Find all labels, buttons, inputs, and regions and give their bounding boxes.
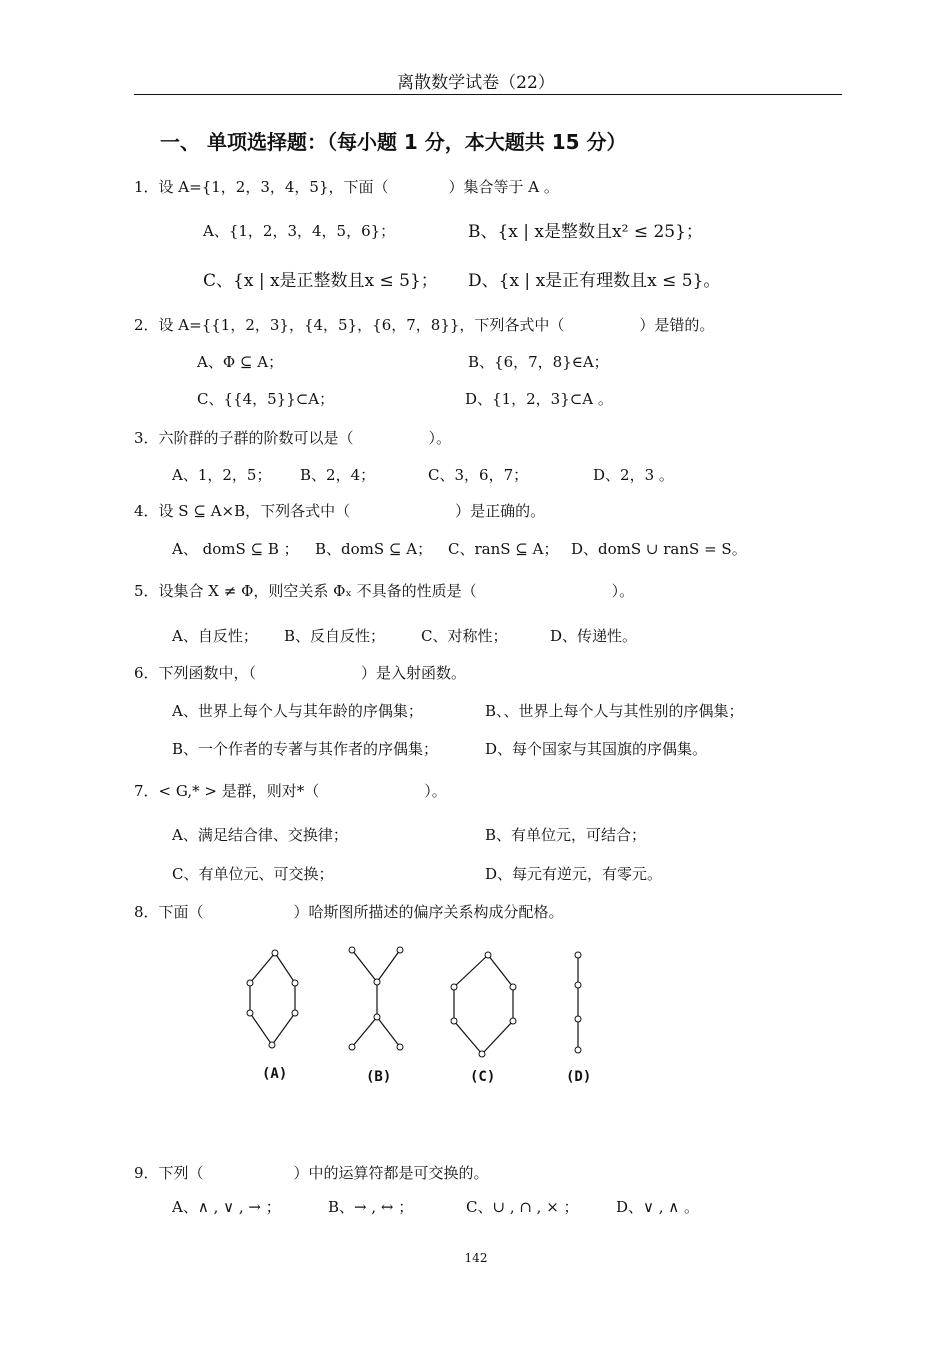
section-title: 一、 单项选择题：（每小题 1 分，本大题共 15 分） [160,130,627,154]
question-9-stem: 9．下列（ ）中的运算符都是可交换的。 [134,1164,489,1182]
question-9-option-a: A、∧ , ∨ , → ； [172,1198,281,1216]
question-4-option-c: C、ranS ⊆ A； [448,540,559,558]
question-2-option-b: B、{6，7，8}∈A； [468,353,609,371]
question-5-option-b: B、反自反性； [284,627,386,645]
question-6-option-b: B、、世界上每个人与其性别的序偶集； [485,702,744,720]
question-2-option-d: D、{1，2，3}⊂A 。 [465,390,613,408]
hasse-label-b: (B) [366,1069,392,1085]
page-number: 142 [464,1251,488,1265]
question-7-stem: 7．< G,* > 是群，则对*（ ）。 [134,782,447,800]
question-4-option-d: D、domS ∪ ranS = S。 [571,540,747,558]
question-5-stem: 5．设集合 X ≠ Φ，则空关系 Φₓ 不具备的性质是（ ）。 [134,582,635,600]
question-3-stem: 3．六阶群的子群的阶数可以是（ ）。 [134,429,452,447]
question-5-option-c: C、对称性； [421,627,508,645]
page-header-title: 离散数学试卷（22） [397,73,555,93]
question-3-option-c: C、3，6，7； [428,466,529,484]
question-9-option-b: B、→ , ↔ ； [328,1198,414,1216]
question-2-option-a: A、Φ ⊆ A； [197,353,284,371]
hasse-label-d: (D) [566,1069,592,1085]
question-5-option-a: A、自反性； [172,627,258,645]
question-5-option-d: D、传递性。 [550,627,638,645]
question-6-stem: 6．下列函数中，（ ）是入射函数。 [134,664,467,682]
question-1-stem: 1．设 A={1，2，3，4，5}，下面（ ）集合等于 A 。 [134,178,559,196]
question-7-option-b: B、有单位元，可结合； [485,826,647,844]
question-4-stem: 4．设 S ⊆ A×B，下列各式中（ ）是正确的。 [134,502,546,520]
hasse-diagram-b [352,950,400,1047]
question-1-option-d: D、{x | x是正有理数且x ≤ 5}。 [468,271,721,291]
hasse-label-c: (C) [470,1069,496,1085]
question-6-option-c: B、一个作者的专著与其作者的序偶集； [172,740,439,758]
question-1-option-c: C、{x | x是正整数且x ≤ 5}； [203,271,438,291]
hasse-diagram-c [454,955,513,1054]
question-6-option-a: A、世界上每个人与其年龄的序偶集； [172,702,423,720]
question-3-option-a: A、1，2，5； [172,466,272,484]
question-2-stem: 2．设 A={{1，2，3}，{4，5}，{6，7，8}}，下列各式中（ ）是错的。 [134,316,715,334]
question-4-option-b: B、domS ⊆ A； [315,540,433,558]
hasse-label-a: (A) [262,1066,288,1082]
question-9-option-d: D、∨ , ∧ 。 [616,1198,700,1216]
hasse-diagrams [230,935,630,1065]
hasse-diagram-a [250,953,295,1045]
question-1-option-b: B、{x | x是整数且x² ≤ 25}； [468,222,703,242]
question-9-option-c: C、∪ , ∩ , × ； [466,1198,579,1216]
question-7-option-a: A、满足结合律、交换律； [172,826,348,844]
question-8-stem: 8．下面（ ）哈斯图所描述的偏序关系构成分配格。 [134,903,564,921]
question-3-option-d: D、2，3 。 [593,466,674,484]
question-6-option-d: D、每个国家与其国旗的序偶集。 [485,740,708,758]
header-rule [134,94,842,95]
question-2-option-c: C、{{4，5}}⊂A； [197,390,335,408]
question-7-option-d: D、每元有逆元，有零元。 [485,865,663,883]
question-1-option-a: A、{1，2，3，4，5，6}； [203,222,396,240]
question-7-option-c: C、有单位元、可交换； [172,865,334,883]
question-3-option-b: B、2，4； [300,466,376,484]
question-4-option-a: A、 domS ⊆ B ； [172,540,299,558]
